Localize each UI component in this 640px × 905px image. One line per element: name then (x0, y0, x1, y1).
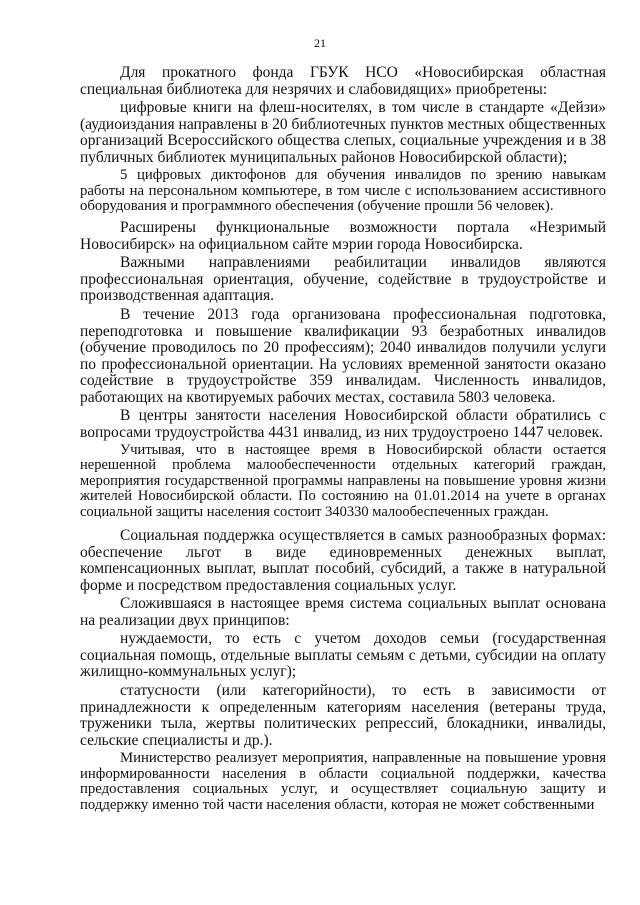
paragraph-employment-centers: В центры занятости населения Новосибирской области обратились с вопросами трудоустройства 4431 инвалид, из них трудоустроено 1447 человек. (80, 408, 606, 441)
paragraph-need-principle: нуждаемости, то есть с учетом доходов семьи (государственная социальная помощь, отдельные выплаты семьям с детьми, субсидии на оплату жилищно-коммунальных услуг); (80, 631, 606, 680)
body-text (80, 65, 606, 901)
paragraph-rehabilitation: Важными направлениями реабилитации инвалидов являются профессиональная ориентация, обучение, содействие в трудоустройстве и производственная адаптация. (80, 255, 606, 304)
paragraph-low-income: Учитывая, что в настоящее время в Новосибирской области остается нерешенной проблема малообеспеченности отдельных категорий граждан, мероприятия государственной программы направлены на повышение уровня жизни жителей Новосибирской области. По состоянию на 01.01.2014 на учете в органах социальной защиты населения состоит 340330 малообеспеченных граждан. (80, 443, 606, 520)
paragraph-library-fund: Для прокатного фонда ГБУК НСО «Новосибирская областная специальная библиотека для незрячих и слабовидящих» приобретены: (80, 65, 606, 98)
paragraph-payment-system: Сложившаяся в настоящее время система социальных выплат основана на реализации двух принципов: (80, 596, 606, 629)
paragraph-dictaphones: 5 цифровых диктофонов для обучения инвалидов по зрению навыкам работы на персональном компьютере, в том числе с использованием ассистивного оборудования и программного обеспечения (обучение прошли 56 человек). (80, 168, 606, 215)
paragraph-social-support: Социальная поддержка осуществляется в самых разнообразных формах: обеспечение льгот в виде единовременных денежных выплат, компенсационных выплат, выплат пособий, субсидий, а также в натуральной форме и посредством предоставления социальных услуг. (80, 528, 606, 594)
paragraph-training-2013: В течение 2013 года организована профессиональная подготовка, переподготовка и повышение квалификации 93 безработных инвалидов (обучение проводилось по 20 профессиям); 2040 инвалидов получили услуги по профессиональной ориентации. На условиях временной занятости оказано содействие в трудоустройстве 359 инвалидам. Численность инвалидов, работающих на квотируемых рабочих местах, составила 5803 человека. (80, 307, 606, 406)
paragraph-portal: Расширены функциональные возможности портала «Незримый Новосибирск» на официальном сайте мэрии города Новосибирска. (80, 220, 606, 253)
page-number: 21 (314, 36, 326, 50)
paragraph-ministry: Министерство реализует мероприятия, направленные на повышение уровня информированности населения в области социальной поддержки, качества предоставления социальных услуг, и осуществляет социальную защиту и поддержку именно той части населения области, которая не может собственными (80, 751, 606, 813)
paragraph-digital-books: цифровые книги на флеш-носителях, в том числе в стандарте «Дейзи» (аудиоиздания направлены в 20 библиотечных пунктов местных общественных организаций Всероссийского общества слепых, социальные учреждения и в 38 публичных библиотек муниципальных районов Новосибирской области); (80, 100, 606, 166)
paragraph-status-principle: статусности (или категорийности), то есть в зависимости от принадлежности к определенным категориям населения (ветераны труда, труженики тыла, жертвы политических репрессий, блокадники, инвалиды, сельские специалисты и др.). (80, 683, 606, 749)
